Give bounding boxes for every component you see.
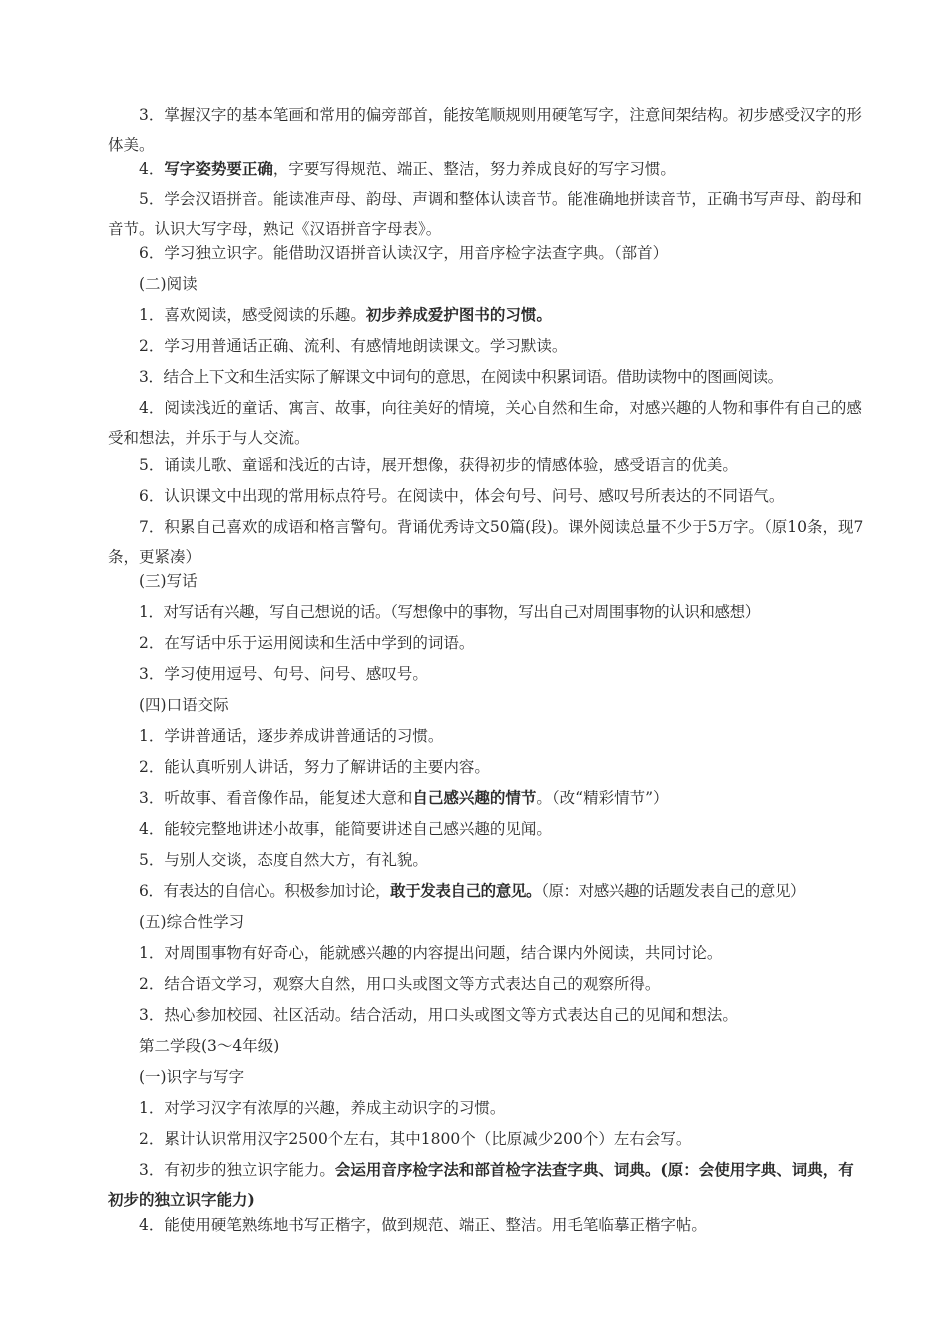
paragraph [108, 1155, 864, 1215]
paragraph-bold-text: 写字姿势要正确 [164, 159, 273, 178]
paragraph [108, 783, 864, 813]
paragraph-text: 2．累计认识常用汉字2500个左右，其中1800个（比原减少200个）左右会写。 [139, 1130, 692, 1148]
paragraph [108, 1000, 864, 1030]
paragraph [108, 845, 864, 875]
paragraph-text: 4．阅读浅近的童话、寓言、故事，向往美好的情境，关心自然和生命，对感兴趣的人物和事件有自己的感受和想法，并乐于与人交流。 [108, 399, 862, 447]
paragraph [108, 184, 864, 244]
paragraph-text: （原：对感兴趣的话题发表自己的意见） [541, 882, 806, 900]
paragraph-text: 2．结合语文学习，观察大自然，用口头或图文等方式表达自己的观察所得。 [139, 975, 661, 993]
paragraph-bold-text: 会运用音序检字法和部首检字法查字典、词典。(原：会使用字典、词典，有初步的独立识字能力) [108, 1160, 854, 1209]
paragraph [108, 814, 864, 844]
paragraph [108, 300, 864, 330]
paragraph-text: 5．与别人交谈，态度自然大方，有礼貌。 [139, 851, 428, 869]
paragraph-text: 3．掌握汉字的基本笔画和常用的偏旁部首，能按笔顺规则用硬笔写字，注意间架结构。初步感受汉字的形体美。 [108, 106, 862, 154]
paragraph-text: 1．对学习汉字有浓厚的兴趣，养成主动识字的习惯。 [139, 1099, 506, 1117]
paragraph-text: 3．学习使用逗号、句号、问号、感叹号。 [139, 665, 428, 683]
paragraph-text: ，字要写得规范、端正、整洁，努力养成良好的写字习惯。 [272, 160, 676, 178]
paragraph-text: 4． [139, 160, 165, 178]
paragraph-text: 4．能使用硬笔熟练地书写正楷字，做到规范、端正、整洁。用毛笔临摹正楷字帖。 [139, 1216, 707, 1234]
section-heading-comprehensive [108, 907, 864, 937]
heading-text: (五)综合性学习 [139, 913, 245, 931]
paragraph [108, 1093, 864, 1123]
heading-text: (三)写话 [139, 572, 198, 590]
paragraph-text: 1．对周围事物有好奇心，能就感兴趣的内容提出问题，结合课内外阅读，共同讨论。 [139, 944, 723, 962]
heading-text: (一)识字与写字 [139, 1068, 245, 1086]
paragraph-text: 1．喜欢阅读，感受阅读的乐趣。 [139, 306, 366, 324]
paragraph-text: 6．学习独立识字。能借助汉语拼音认读汉字，用音序检字法查字典。（部首） [139, 244, 669, 262]
paragraph [108, 331, 864, 361]
paragraph [108, 628, 864, 658]
paragraph-text: 1．对写话有兴趣，写自己想说的话。（写想像中的事物，写出自己对周围事物的认识和感想） [139, 603, 760, 621]
paragraph-text: 4．能较完整地讲述小故事，能简要讲述自己感兴趣的见闻。 [139, 820, 552, 838]
paragraph-text: 3．听故事、看音像作品，能复述大意和 [139, 789, 413, 807]
section-heading-oral [108, 690, 864, 720]
paragraph [108, 969, 864, 999]
section-heading-literacy [108, 1062, 864, 1092]
paragraph-text: 3．有初步的独立识字能力。 [139, 1161, 335, 1179]
paragraph-text: 2．能认真听别人讲话，努力了解讲话的主要内容。 [139, 758, 490, 776]
paragraph-text: 6．有表达的自信心。积极参加讨论， [139, 882, 391, 900]
heading-text: 第二学段(3～4年级) [139, 1037, 280, 1055]
section-heading-writing [108, 566, 864, 596]
paragraph [108, 876, 864, 906]
paragraph [108, 154, 864, 184]
paragraph [108, 597, 864, 627]
paragraph [108, 362, 864, 392]
paragraph-text: 3．结合上下文和生活实际了解课文中词句的意思，在阅读中积累词语。借助读物中的图画阅读。 [139, 368, 783, 386]
paragraph [108, 450, 864, 480]
paragraph-text: 2．学习用普通话正确、流利、有感情地朗读课文。学习默读。 [139, 337, 568, 355]
paragraph-bold-text: 自己感兴趣的情节 [412, 788, 537, 807]
paragraph-text: 6．认识课文中出现的常用标点符号。在阅读中，体会句号、问号、感叹号所表达的不同语气。 [139, 487, 785, 505]
section-heading-reading [108, 269, 864, 299]
heading-text: (四)口语交际 [139, 696, 229, 714]
paragraph [108, 721, 864, 751]
paragraph-text: 5．诵读儿歌、童谣和浅近的古诗，展开想像，获得初步的情感体验，感受语言的优美。 [139, 456, 738, 474]
paragraph-text: 。（改“精彩情节”） [536, 789, 669, 807]
paragraph [108, 238, 864, 268]
paragraph [108, 481, 864, 511]
paragraph [108, 512, 864, 572]
paragraph-text: 3．热心参加校园、社区活动。结合活动，用口头或图文等方式表达自己的见闻和想法。 [139, 1006, 738, 1024]
paragraph [108, 393, 864, 453]
paragraph-bold-text: 初步养成爱护图书的习惯。 [365, 305, 552, 324]
stage-heading [108, 1031, 864, 1061]
paragraph [108, 752, 864, 782]
paragraph [108, 1210, 864, 1240]
paragraph [108, 1124, 864, 1154]
paragraph-bold-text: 敢于发表自己的意见。 [390, 881, 542, 900]
paragraph-text: 5．学会汉语拼音。能读准声母、韵母、声调和整体认读音节。能准确地拼读音节，正确书写声母、韵母和音节。认识大写字母，熟记《汉语拼音字母表》。 [108, 190, 862, 238]
paragraph-text: 1．学讲普通话，逐步养成讲普通话的习惯。 [139, 727, 444, 745]
paragraph [108, 100, 864, 160]
paragraph-text: 7．积累自己喜欢的成语和格言警句。背诵优秀诗文50篇(段)。课外阅读总量不少于5万字。（原10条，现7条，更紧凑） [108, 518, 864, 566]
paragraph-text: 2．在写话中乐于运用阅读和生活中学到的词语。 [139, 634, 475, 652]
paragraph [108, 938, 864, 968]
paragraph [108, 659, 864, 689]
heading-text: (二)阅读 [139, 275, 198, 293]
